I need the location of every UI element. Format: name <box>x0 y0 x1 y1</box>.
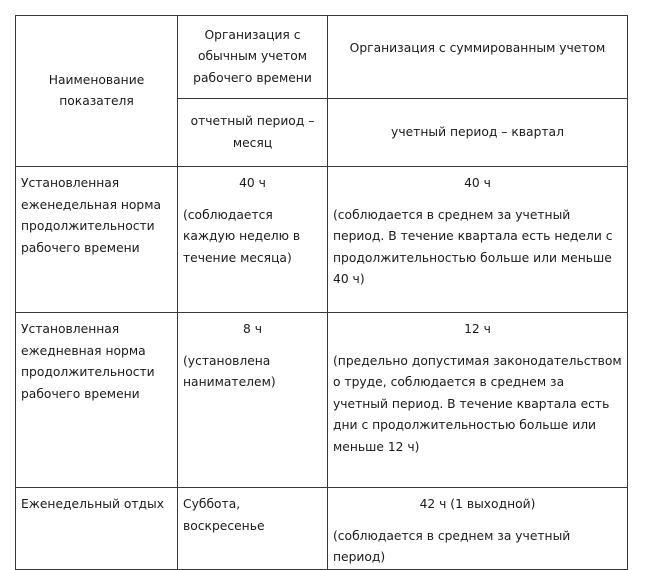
summed-cell <box>328 488 628 570</box>
table-row <box>16 488 628 570</box>
row-label-cell <box>16 488 178 570</box>
table-row <box>16 313 628 488</box>
summed-value: 42 ч (1 выходной) <box>419 497 536 511</box>
row-label: Еженедельный отдых <box>21 497 165 511</box>
regular-cell <box>178 488 328 570</box>
header-regular-period: отчетный период – месяц <box>190 114 315 150</box>
regular-cell <box>178 313 328 488</box>
header-summed-org-cell <box>328 16 628 99</box>
header-regular-org: Организация с обычным учетом рабочего времени <box>193 27 312 85</box>
regular-note: (установлена нанимателем) <box>183 353 276 389</box>
summed-note: (соблюдается в среднем за учетный период) <box>333 528 571 564</box>
row-label-cell <box>16 167 178 313</box>
regular-value: 40 ч <box>239 176 266 190</box>
comparison-table <box>15 15 628 570</box>
header-regular-period-cell <box>178 99 328 167</box>
header-summed-period-cell <box>328 99 628 167</box>
row-label: Установленная еженедельная норма продолжительности рабочего времени <box>21 176 162 255</box>
summed-note: (предельно допустимая законодательством о труде, соблюдается в среднем за учетный период. В течение квартала есть дни с продолжительностью больше или меньше 12 ч) <box>333 353 622 454</box>
row-label-cell <box>16 313 178 488</box>
header-indicator: Наименование показателя <box>48 72 145 108</box>
table-row <box>16 167 628 313</box>
regular-note: (соблюдается каждую неделю в течение месяца) <box>183 207 301 265</box>
summed-note: (соблюдается в среднем за учетный период. В течение квартала есть недели с продолжительностью больше или меньше 40 ч) <box>333 207 613 286</box>
regular-value: Суббота, воскресенье <box>183 497 265 533</box>
header-regular-org-cell <box>178 16 328 99</box>
header-indicator-cell <box>16 16 178 167</box>
header-summed-org: Организация с суммированным учетом <box>349 41 606 55</box>
summed-cell <box>328 167 628 313</box>
row-label: Установленная ежедневная норма продолжительности рабочего времени <box>21 322 155 401</box>
regular-value: 8 ч <box>243 322 262 336</box>
summed-value: 40 ч <box>464 176 491 190</box>
summed-value: 12 ч <box>464 322 491 336</box>
summed-cell <box>328 313 628 488</box>
header-row-top <box>16 16 628 99</box>
regular-cell <box>178 167 328 313</box>
header-summed-period: учетный период – квартал <box>391 124 564 139</box>
